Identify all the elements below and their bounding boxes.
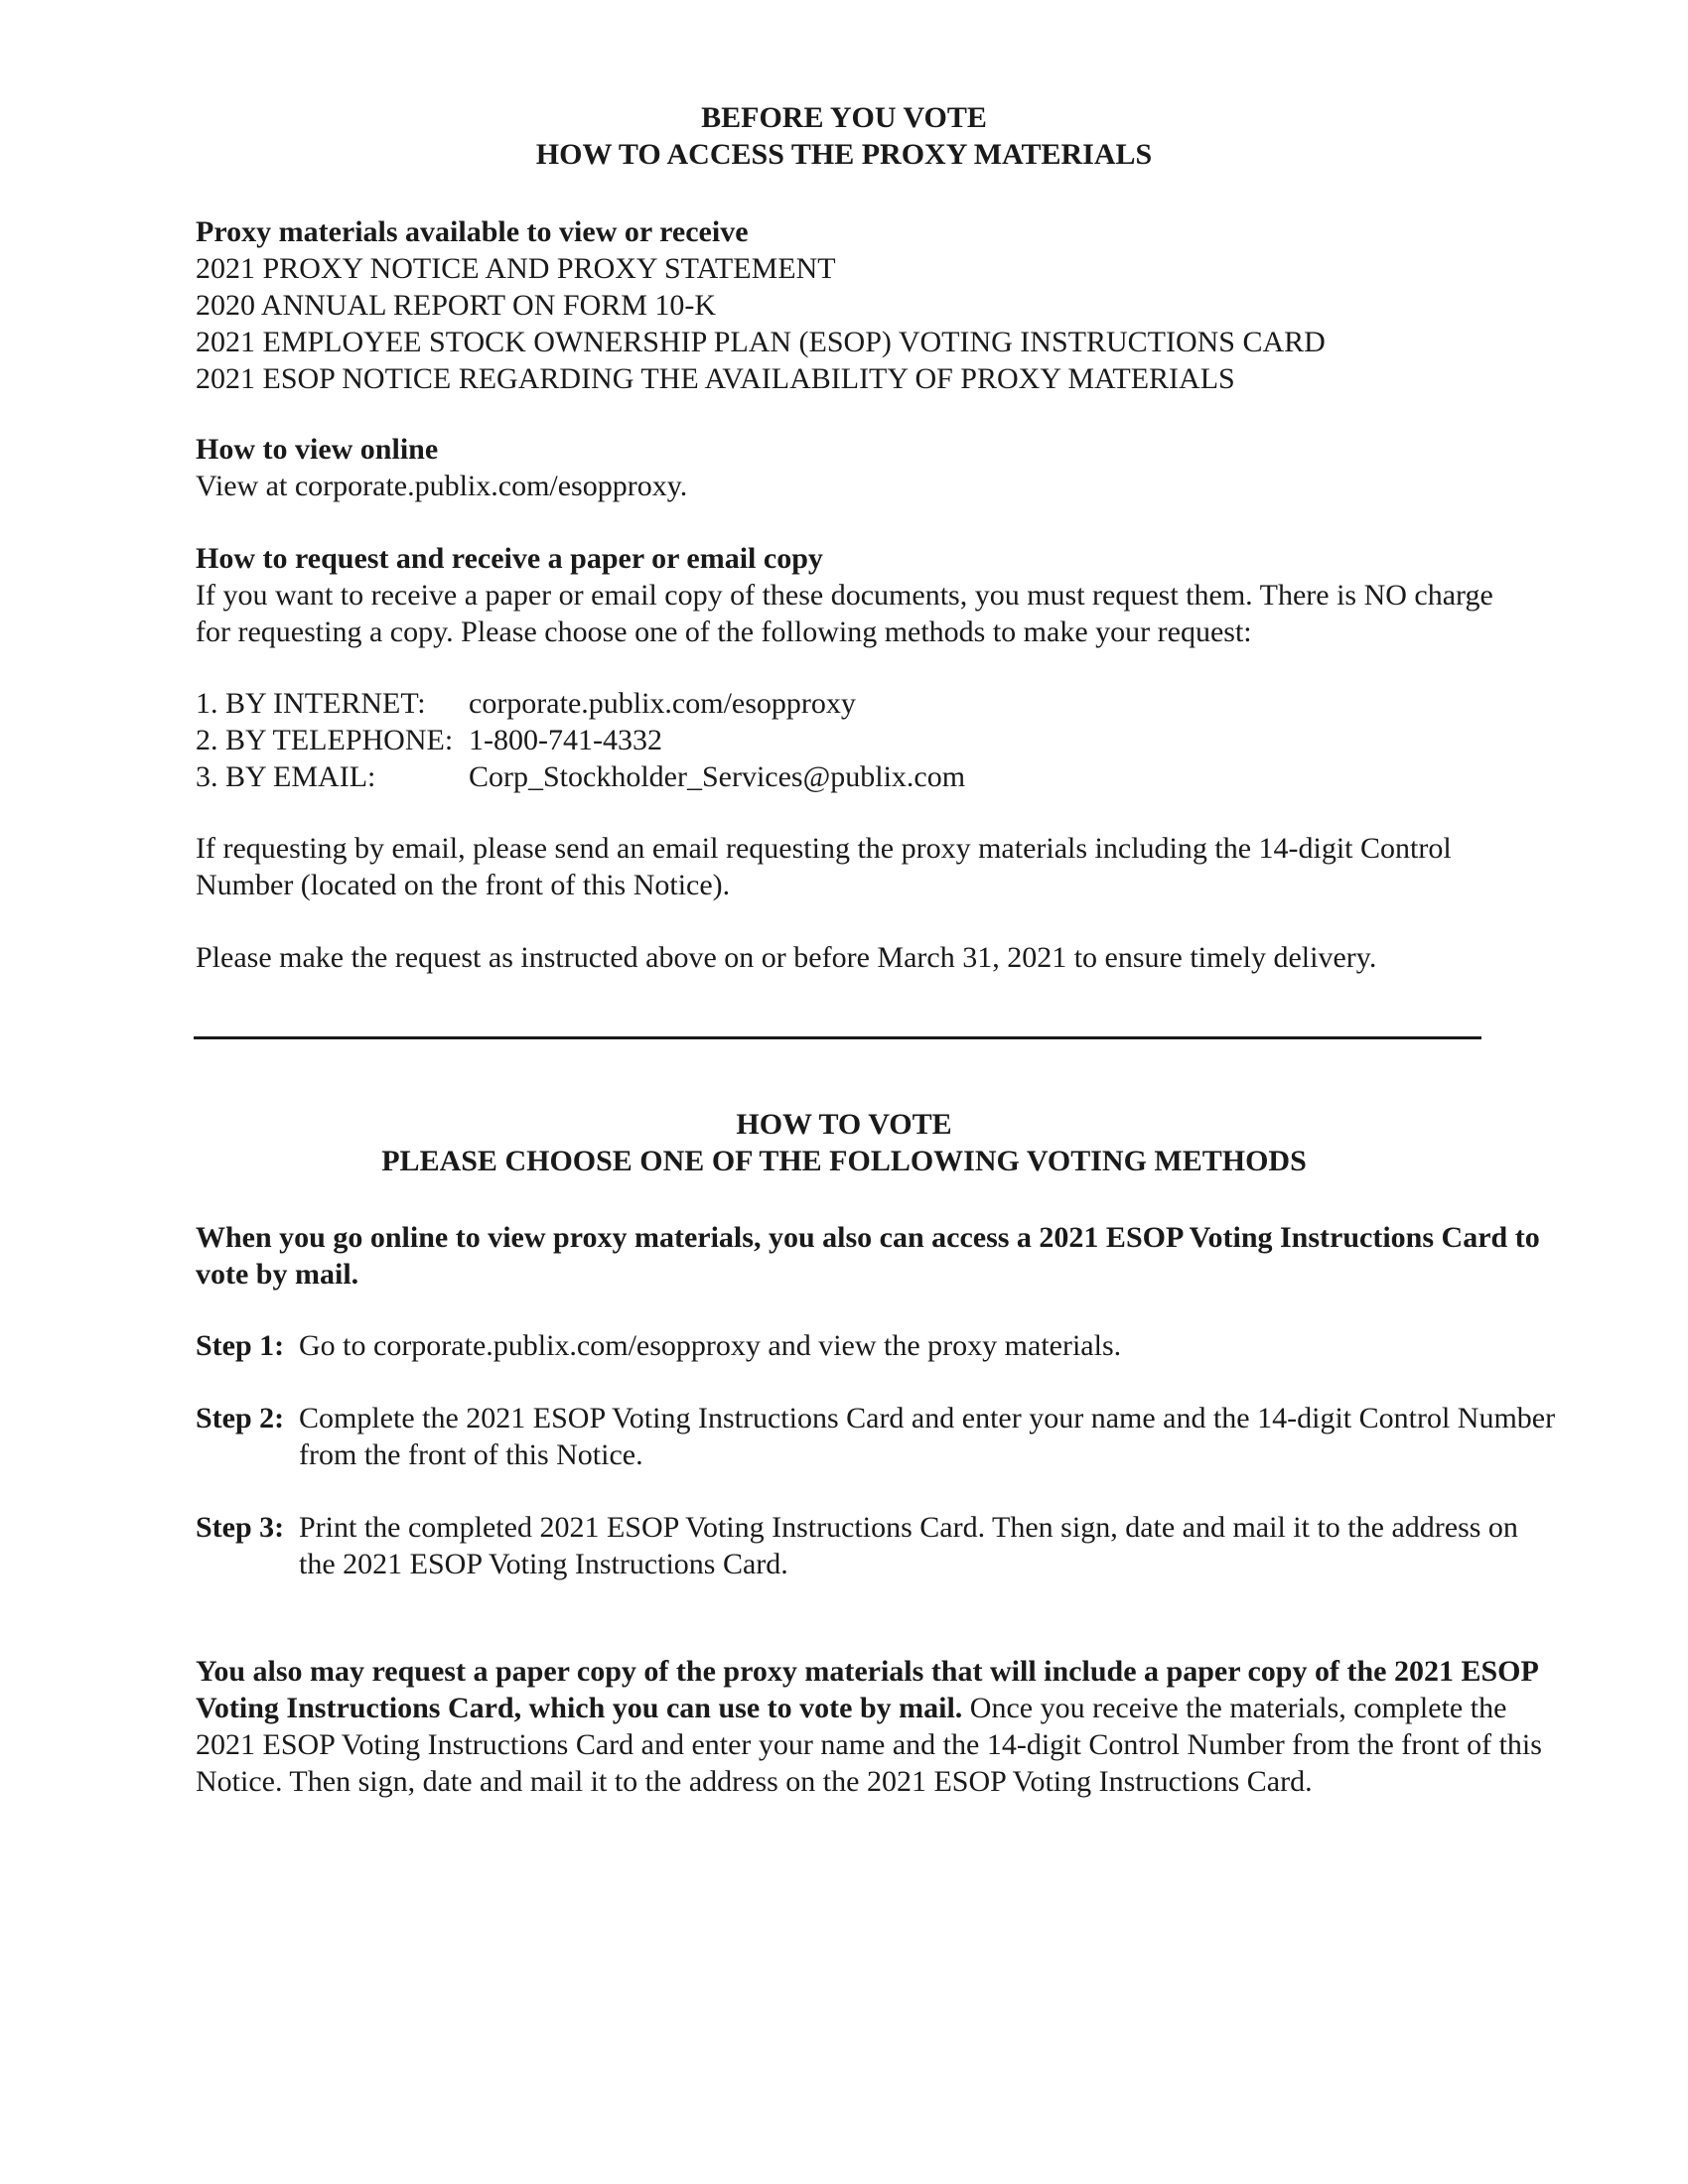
email-note	[196, 830, 1586, 903]
deadline-note-text: Please make the request as instructed above on or before March 31, 2021 to ensure timely delivery.	[196, 941, 1377, 974]
step-text-line1: Print the completed 2021 ESOP Voting Instructions Card. Then sign, date and mail it to the address on	[299, 1511, 1518, 1544]
materials-item: 2021 ESOP NOTICE REGARDING THE AVAILABILITY OF PROXY MATERIALS	[196, 362, 1235, 395]
method-value-phone[interactable]: 1-800-741-4332	[469, 724, 662, 756]
materials-item: 2021 PROXY NOTICE AND PROXY STATEMENT	[196, 252, 836, 285]
step-label: Step 2:	[196, 1402, 285, 1434]
materials-title: Proxy materials available to view or receive	[196, 215, 749, 248]
view-online-text: View at corporate.publix.com/esopproxy.	[196, 470, 688, 502]
materials-section	[196, 213, 1586, 397]
method-value-email[interactable]: Corp_Stockholder_Services@publix.com	[469, 760, 966, 793]
materials-item: 2021 EMPLOYEE STOCK OWNERSHIP PLAN (ESOP) VOTING INSTRUCTIONS CARD	[196, 326, 1326, 358]
method-email	[196, 758, 1586, 795]
step-text-line1: Complete the 2021 ESOP Voting Instructions Card and enter your name and the 14-digit Control Number	[299, 1402, 1556, 1434]
section2-heading	[0, 1106, 1688, 1179]
step-2	[196, 1400, 1586, 1473]
step-text-line1: Go to corporate.publix.com/esopproxy and view the proxy materials.	[299, 1329, 1122, 1362]
method-telephone	[196, 722, 1586, 758]
section1-heading-line2: HOW TO ACCESS THE PROXY MATERIALS	[535, 138, 1153, 171]
method-label: 2. BY TELEPHONE:	[196, 724, 454, 756]
view-online-section	[196, 431, 1586, 504]
closing-line3: 2021 ESOP Voting Instructions Card and enter your name and the 14-digit Control Number from the front of this	[196, 1728, 1542, 1761]
step-label: Step 3:	[196, 1511, 285, 1544]
method-label: 3. BY EMAIL:	[196, 760, 376, 793]
closing-bold-line2: Voting Instructions Card, which you can use to vote by mail.	[196, 1692, 963, 1724]
closing-rest-line2: Once you receive the materials, complete the	[962, 1692, 1507, 1724]
section2-heading-line1: HOW TO VOTE	[736, 1108, 952, 1141]
view-online-title: How to view online	[196, 433, 439, 466]
email-note-line1: If requesting by email, please send an email requesting the proxy materials including the 14-digit Control	[196, 832, 1452, 865]
step-text-line2: the 2021 ESOP Voting Instructions Card.	[299, 1548, 788, 1580]
materials-item: 2020 ANNUAL REPORT ON FORM 10-K	[196, 289, 717, 322]
method-internet	[196, 685, 1586, 722]
closing-line4: Notice. Then sign, date and mail it to the address on the 2021 ESOP Voting Instructions Card.	[196, 1765, 1313, 1798]
request-copy-text-line1: If you want to receive a paper or email copy of these documents, you must request them. There is NO charge	[196, 579, 1493, 612]
email-note-line2: Number (located on the front of this Notice).	[196, 869, 731, 901]
section1-heading-line1: BEFORE YOU VOTE	[701, 101, 987, 134]
request-copy-text-line2: for requesting a copy. Please choose one of the following methods to make your request:	[196, 615, 1252, 648]
method-label: 1. BY INTERNET:	[196, 687, 426, 720]
vote-intro-line2: vote by mail.	[196, 1258, 359, 1291]
request-copy-title: How to request and receive a paper or email copy	[196, 542, 823, 575]
request-copy-section	[196, 540, 1586, 650]
step-3	[196, 1509, 1586, 1582]
closing-paragraph	[196, 1653, 1586, 1800]
step-text-line2: from the front of this Notice.	[299, 1438, 643, 1471]
method-value-link[interactable]: corporate.publix.com/esopproxy	[469, 687, 856, 720]
section-divider	[194, 1036, 1481, 1039]
step-label: Step 1:	[196, 1329, 285, 1362]
request-methods	[196, 685, 1586, 795]
closing-bold-line1: You also may request a paper copy of the proxy materials that will include a paper copy of the 2021 ESOP	[196, 1655, 1539, 1688]
step-1	[196, 1327, 1586, 1364]
section1-heading	[0, 99, 1688, 173]
section2-heading-line2: PLEASE CHOOSE ONE OF THE FOLLOWING VOTING METHODS	[381, 1145, 1307, 1177]
vote-intro-line1: When you go online to view proxy materials, you also can access a 2021 ESOP Voting Instructions Card to	[196, 1221, 1540, 1254]
deadline-note	[196, 939, 1586, 976]
vote-intro	[196, 1219, 1586, 1293]
